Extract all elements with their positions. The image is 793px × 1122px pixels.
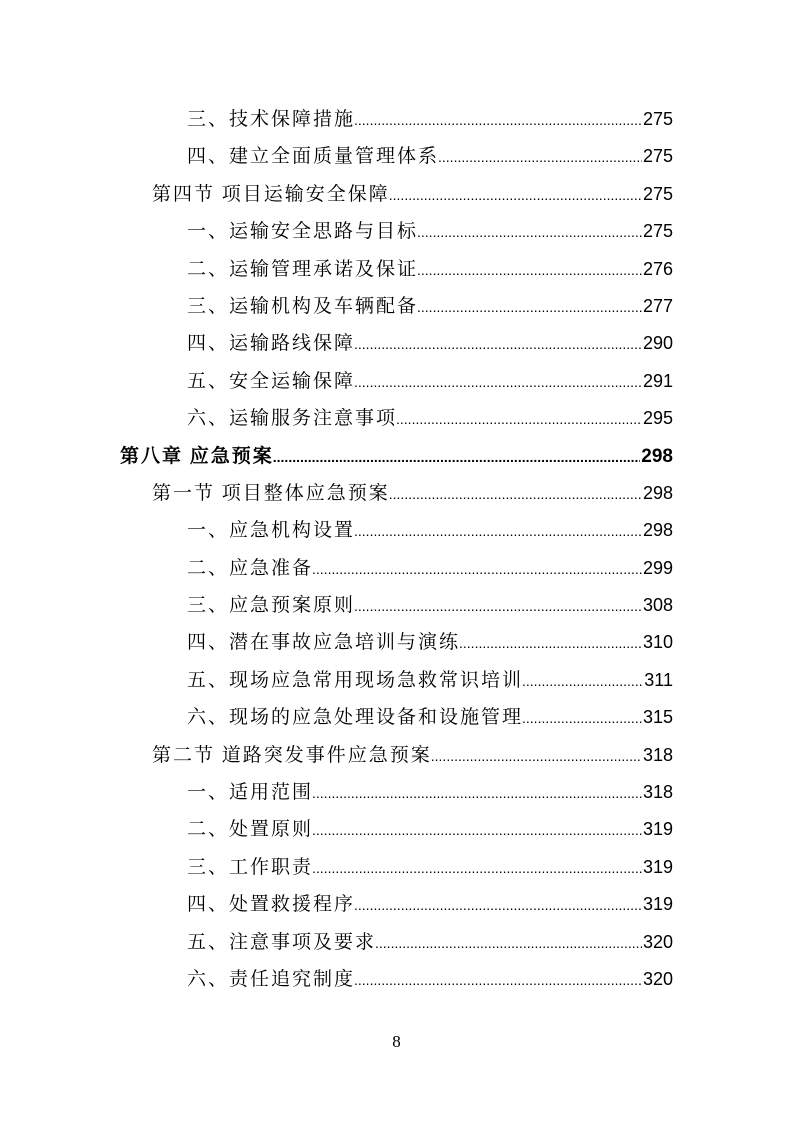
toc-dot-leader [312, 551, 642, 588]
toc-entry-page: 320 [642, 931, 673, 952]
toc-entry-page: 275 [642, 183, 673, 204]
toc-entry-label: 第二节 道路突发事件应急预案 [152, 744, 432, 766]
toc-entry [0, 101, 673, 138]
toc-entry [0, 288, 673, 325]
toc-entry-label: 六、责任追究制度 [187, 968, 356, 990]
toc-entry [0, 662, 673, 699]
toc-dot-leader [431, 738, 642, 775]
toc-entry [0, 550, 673, 587]
toc-entry-label: 三、技术保障措施 [187, 109, 356, 130]
toc-entry-label: 五、现场应急常用现场急救常识培训 [187, 669, 524, 691]
toc-dot-leader [273, 439, 641, 476]
toc-entry-label: 第四节 项目运输安全保障 [152, 183, 390, 205]
toc-entry-page: 318 [642, 782, 673, 803]
toc-dot-leader [459, 625, 642, 662]
toc-dot-leader [389, 177, 642, 214]
toc-entry-label: 三、工作职责 [187, 856, 314, 878]
toc-dot-leader [417, 252, 642, 289]
toc-entry-page: 298 [642, 520, 673, 541]
toc-entry [0, 961, 673, 998]
toc-entry [0, 924, 673, 961]
toc-entry-page: 310 [642, 632, 673, 653]
toc-entry-page: 299 [642, 557, 673, 578]
toc-entry-label: 四、运输路线保障 [187, 333, 356, 355]
toc-entry-page: 319 [642, 856, 673, 877]
toc-entry-page: 298 [641, 445, 673, 467]
toc-dot-leader [438, 139, 642, 176]
toc-dot-leader [312, 850, 642, 887]
toc-entry-label: 五、安全运输保障 [187, 370, 356, 392]
toc-entry-page: 320 [642, 968, 673, 989]
toc-dot-leader [354, 326, 642, 363]
toc-entry-page: 319 [642, 894, 673, 915]
toc-entry-label: 三、应急预案原则 [187, 595, 356, 617]
toc-entry-page: 308 [642, 595, 673, 616]
toc-dot-leader [522, 700, 642, 737]
toc-entry-label: 六、现场的应急处理设备和设施管理 [187, 707, 524, 729]
toc-entry [0, 325, 673, 362]
toc-dot-leader [354, 513, 642, 550]
toc-entry-label: 五、注意事项及要求 [187, 931, 377, 953]
toc-entry [0, 363, 673, 400]
toc-entry-page: 298 [642, 482, 673, 503]
toc-entry [0, 774, 673, 811]
toc-entry-label: 第一节 项目整体应急预案 [152, 482, 390, 504]
toc-entry-label: 四、建立全面质量管理体系 [187, 146, 440, 168]
toc-entry-page: 319 [642, 819, 673, 840]
toc-entry-page: 276 [642, 258, 673, 279]
toc-entry [0, 699, 673, 736]
toc-chapter-entry [0, 438, 673, 475]
toc-entry-label: 二、处置原则 [187, 819, 314, 841]
toc-entry [0, 849, 673, 886]
toc-entry-label: 四、处置救援程序 [187, 894, 356, 916]
toc-section-entry [0, 737, 673, 774]
toc-entry-label: 二、运输管理承诺及保证 [187, 258, 419, 280]
toc-entry-page: 291 [642, 370, 673, 391]
toc-entry-label: 二、应急准备 [187, 557, 314, 579]
toc-entry-label: 第八章 应急预案 [120, 445, 274, 467]
toc-entry [0, 400, 673, 437]
toc-entry-page: 290 [642, 333, 673, 354]
toc-entry [0, 886, 673, 923]
toc-dot-leader [312, 775, 642, 812]
toc-entry-page: 275 [642, 221, 673, 242]
toc-entry-page: 277 [642, 295, 673, 316]
toc-entry [0, 624, 673, 661]
toc-dot-leader [354, 102, 642, 139]
toc-entry-label: 四、潜在事故应急培训与演练 [187, 632, 461, 654]
toc-entry-label: 三、运输机构及车辆配备 [187, 295, 419, 317]
toc-dot-leader [417, 214, 642, 251]
toc-dot-leader [312, 812, 642, 849]
toc-entry-label: 一、应急机构设置 [187, 520, 356, 542]
toc-entry-label: 一、运输安全思路与目标 [187, 221, 419, 243]
toc-dot-leader [354, 887, 642, 924]
toc-section-entry [0, 475, 673, 512]
toc-dot-leader [375, 925, 642, 962]
toc-entry [0, 138, 673, 175]
toc-entry-page: 275 [642, 146, 673, 167]
toc-entry-page: 311 [644, 669, 673, 690]
toc-entry [0, 811, 673, 848]
toc-entry-label: 六、运输服务注意事项 [187, 408, 398, 430]
table-of-contents [0, 101, 673, 998]
toc-dot-leader [522, 663, 643, 700]
toc-entry [0, 251, 673, 288]
toc-entry-label: 一、适用范围 [187, 782, 314, 804]
page-number: 8 [392, 1032, 401, 1051]
toc-dot-leader [354, 962, 642, 999]
toc-dot-leader [389, 476, 642, 513]
toc-dot-leader [354, 588, 642, 625]
toc-entry [0, 587, 673, 624]
toc-dot-leader [396, 401, 642, 438]
toc-entry-page: 295 [642, 408, 673, 429]
toc-entry-page: 318 [642, 744, 673, 765]
toc-section-entry [0, 176, 673, 213]
toc-entry [0, 213, 673, 250]
toc-dot-leader [417, 289, 642, 326]
toc-dot-leader [354, 364, 642, 401]
toc-entry-page: 315 [642, 707, 673, 728]
toc-entry-page: 275 [642, 109, 673, 129]
toc-entry [0, 512, 673, 549]
